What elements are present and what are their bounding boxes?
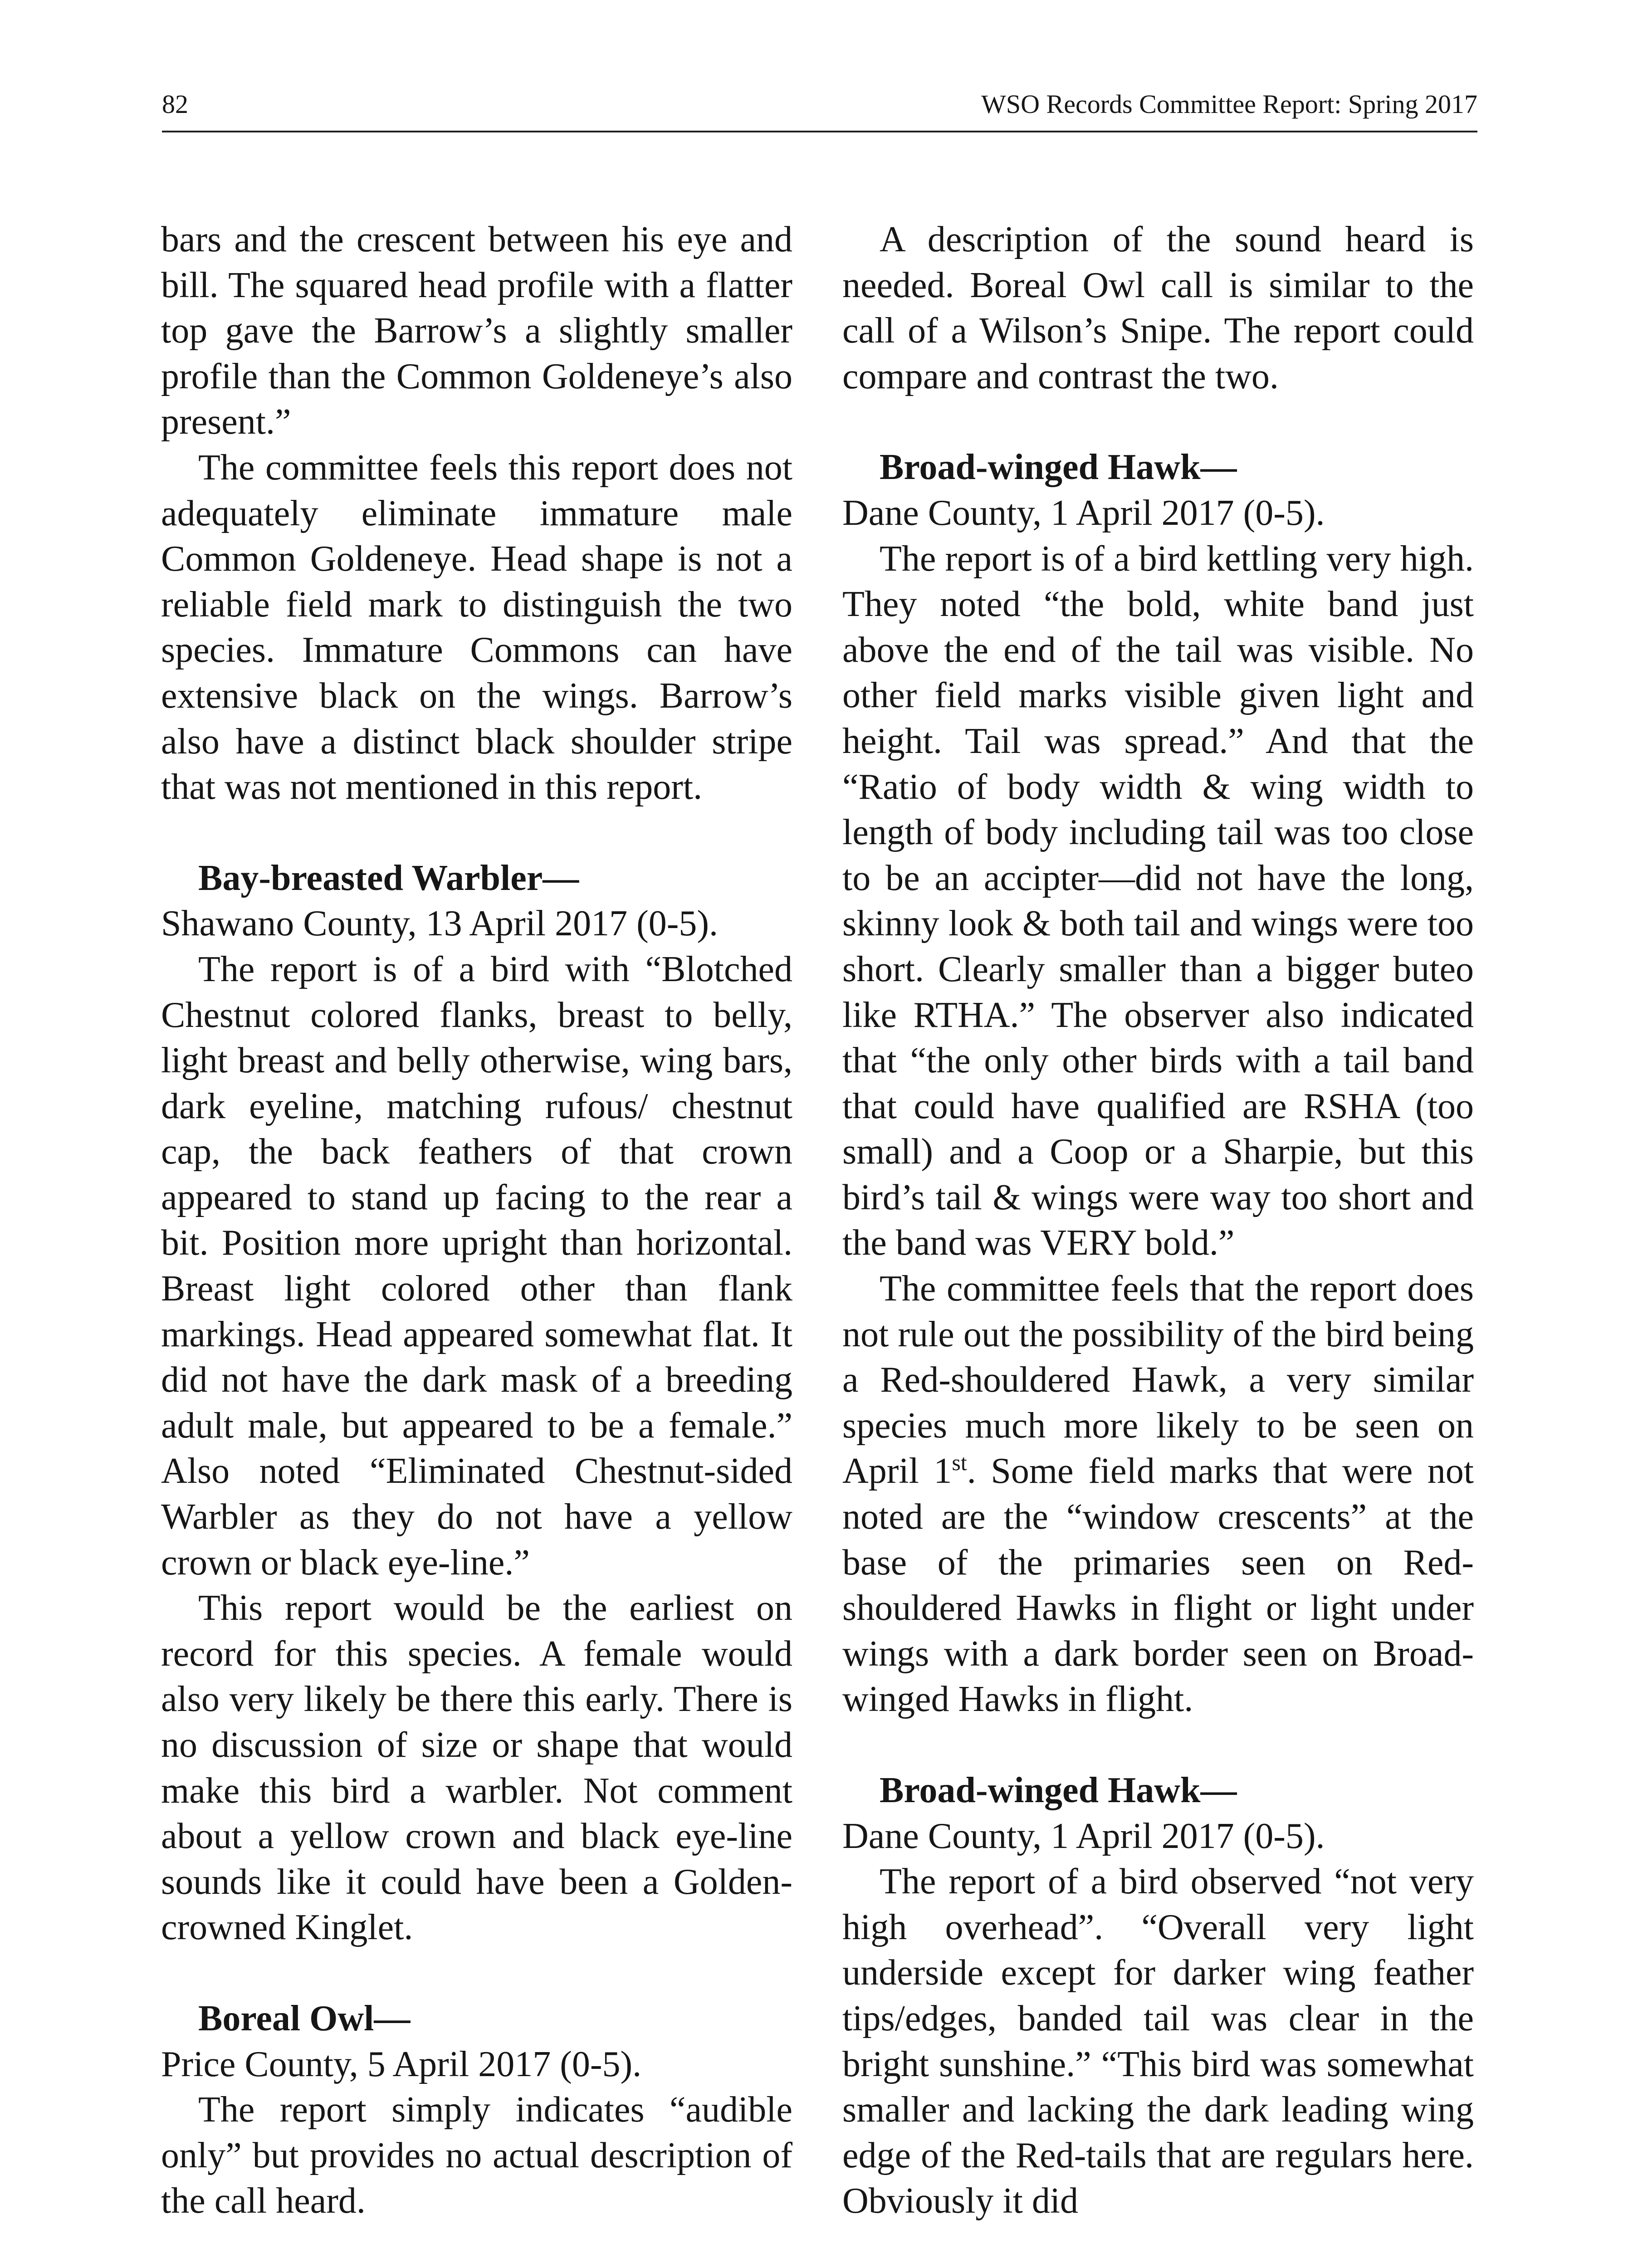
bay-breasted-warbler-title: Bay-breasted Warbler—	[198, 858, 579, 898]
broad-winged-hawk-2-location: Dane County, 1 April 2017 (0-5).	[842, 1816, 1325, 1856]
bay-breasted-warbler-report: The report is of a bird with “Blotched Chestnut colored flanks, breast to belly, light breast and belly otherwise, wing bars, dark eyeline, matching rufous/ chestnut cap, the back feathers of that crown appeared to stand up facing to the rear a bit. Position more upright than horizontal. Breast light colored other than flank markings. Head appeared somewhat flat. It did not have the dark mask of a breeding adult male, but appeared to be a female.” Also noted “Eliminated Chestnut-sided Warbler as they do not have a yellow crown or black eye-line.”	[161, 949, 792, 1583]
goldeneye-committee-comment: The committee feels this report does not adequately eliminate immature male Common Goldeneye. Head shape is not a reliable field mark to distinguish the two species. Immature Commons can have extensive black on the wings. Barrow’s also have a distinct black shoulder stripe that was not mentioned in this report.	[161, 447, 792, 807]
broad-winged-hawk-2-report: The report of a bird observed “not very high overhead”. “Overall very light underside except for darker wing feather tips/edges, banded tail was clear in the bright sunshine.” “This bird was somewhat smaller and lacking the dark leading wing edge of the Red-tails that are regulars here. Obviously it did	[842, 1862, 1474, 2221]
broad-winged-hawk-1-title: Broad-winged Hawk—	[880, 447, 1237, 488]
ordinal-superscript: st	[952, 1450, 967, 1476]
boreal-owl-title: Boreal Owl—	[198, 1998, 411, 2038]
broad-winged-hawk-1-comment	[842, 1266, 1474, 1722]
boreal-owl-report: The report simply indicates “audible only” but provides no actual description of the call heard.	[161, 2090, 792, 2221]
comment-text-start: The committee feels that the report does not rule out the possibility of the bird being a Red-shouldered Hawk, a very similar species much more likely to be seen on April 1	[842, 1269, 1474, 1491]
right-column	[842, 217, 1474, 2224]
page-header	[162, 85, 1477, 132]
bay-breasted-warbler-location: Shawano County, 13 April 2017 (0-5).	[161, 904, 719, 944]
page-number: 82	[162, 89, 188, 119]
broad-winged-hawk-1-report: The report is of a bird kettling very high. They noted “the bold, white band just above the end of the tail was visible. No other field marks visible given light and height. Tail was spread.” And that the “Ratio of body width & wing width to length of body including tail was too close to be an accipter—did not have the long, skinny look & both tail and wings were too short. Clearly smaller than a bigger buteo like RTHA.” The observer also indicated that “the only other birds with a tail band that could have qualified are RSHA (too small) and a Coop or a Sharpie, but this bird’s tail & wings were way too short and the band was VERY bold.”	[842, 538, 1474, 1263]
continued-paragraph: bars and the crescent between his eye and bill. The squared head profile with a flatter top gave the Barrow’s a slightly smaller profile than the Common Goldeneye’s also present.”	[161, 220, 792, 442]
bay-breasted-warbler-comment: This report would be the earliest on record for this species. A female would also very likely be there this early. There is no discussion of size or shape that would make this bird a warbler. Not comment about a yellow crown and black eye-line sounds like it could have been a Golden-crowned Kinglet.	[161, 1588, 792, 1948]
broad-winged-hawk-1-location: Dane County, 1 April 2017 (0-5).	[842, 493, 1325, 533]
broad-winged-hawk-2-title: Broad-winged Hawk—	[880, 1770, 1237, 1810]
left-column	[161, 217, 792, 2224]
boreal-owl-location: Price County, 5 April 2017 (0-5).	[161, 2044, 642, 2084]
comment-text-end: . Some field marks that were not noted are the “window crescents” at the base of the primaries seen on Red-shouldered Hawks in flight or light under wings with a dark border seen on Broad-winged Hawks in flight.	[842, 1451, 1474, 1720]
boreal-owl-comment: A description of the sound heard is needed. Boreal Owl call is similar to the call of a Wilson’s Snipe. The report could compare and contrast the two.	[842, 220, 1474, 396]
running-title: WSO Records Committee Report: Spring 2017	[981, 89, 1477, 119]
